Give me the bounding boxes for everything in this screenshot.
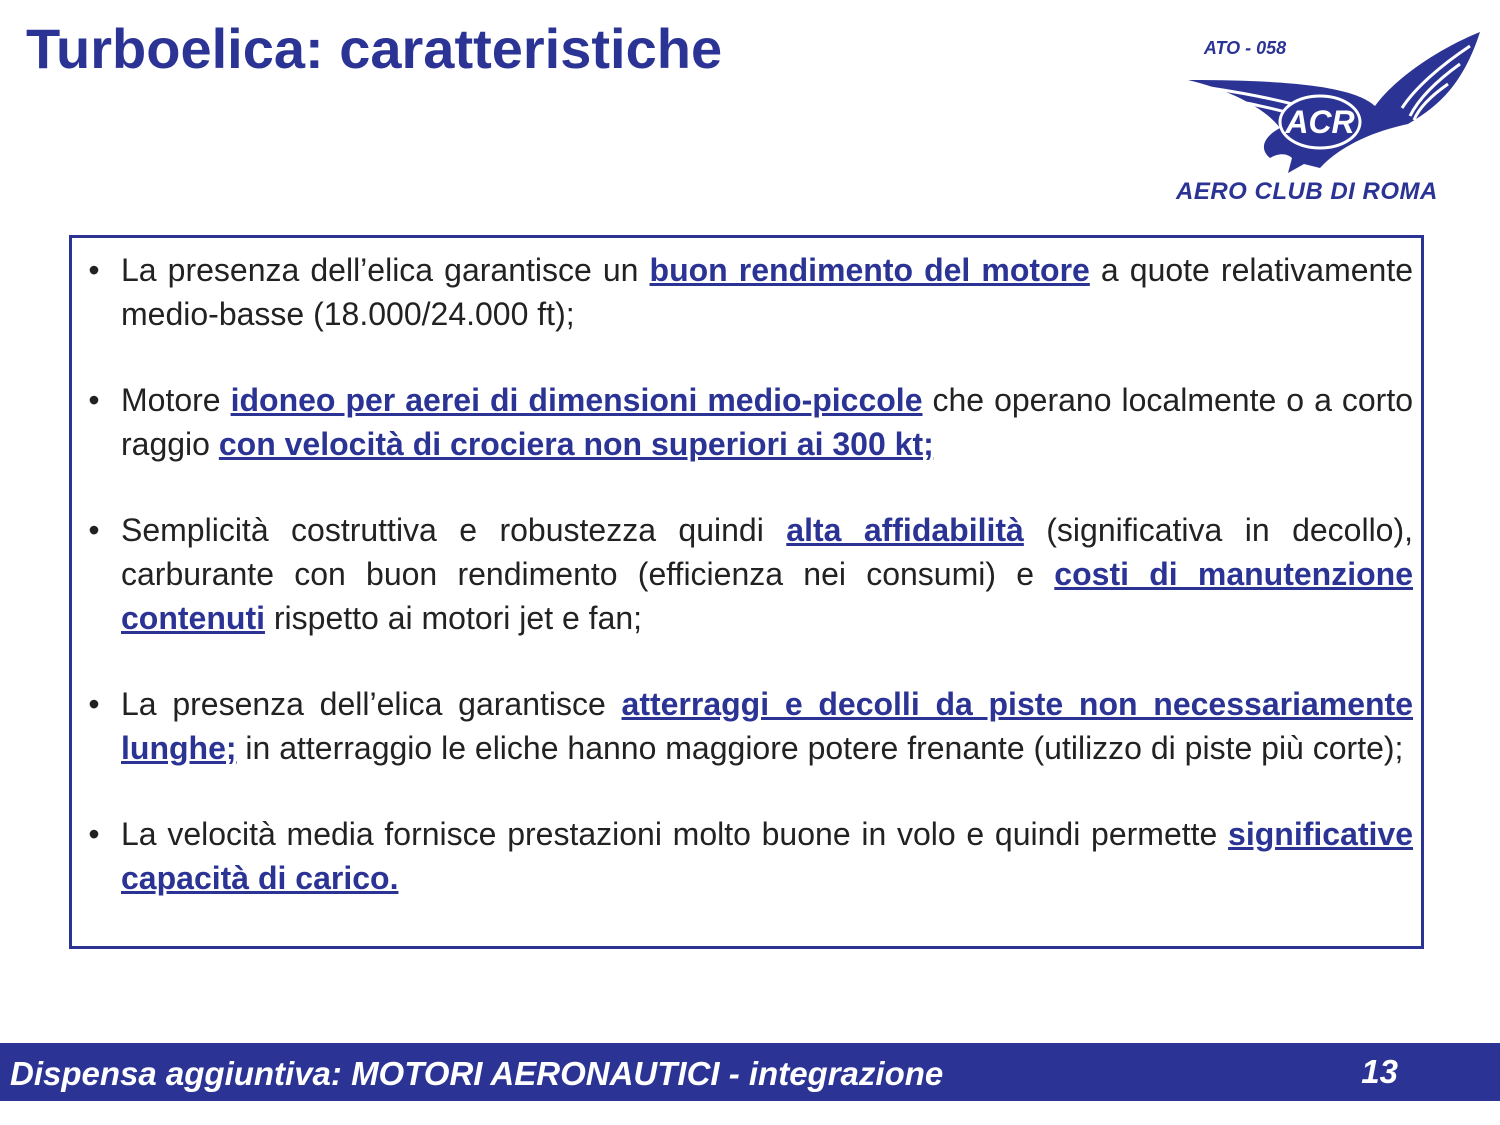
logo-ato-code: ATO - 058	[1203, 38, 1287, 58]
bullet-text: che operano localmente o a corto raggio	[121, 382, 1414, 462]
bullet-text: La presenza dell’elica garantisce	[121, 686, 622, 722]
bullet-text: (significativa in decollo), carburante con buon rendimento (efficienza nei consumi) e	[121, 512, 1414, 592]
bullet-text: in atterraggio le eliche hanno maggiore potere frenante (utilizzo di piste più corte);	[236, 730, 1404, 766]
emphasis-text: atterraggi e decolli da piste non necessariamente lunghe;	[121, 686, 1414, 766]
bullet-marker: •	[88, 686, 100, 722]
bullet-marker: •	[88, 816, 100, 852]
logo-club-name: AERO CLUB DI ROMA	[1176, 178, 1438, 205]
bullet-item	[80, 682, 1413, 770]
bullet-text: a quote relativamente medio-basse (18.000/24.000 ft);	[121, 252, 1414, 332]
bullet-text: La velocità media fornisce prestazioni molto buone in volo e quindi permette	[121, 816, 1229, 852]
emphasis-text: idoneo per aerei di dimensioni medio-piccole	[230, 382, 923, 418]
bullet-text: Motore	[121, 382, 231, 418]
bullet-item	[80, 248, 1413, 336]
bullet-text: La presenza dell’elica garantisce un	[121, 252, 650, 288]
emphasis-text: costi di manutenzione contenuti	[121, 556, 1414, 636]
bullet-marker: •	[88, 252, 100, 288]
bullet-item	[80, 812, 1413, 900]
emphasis-text: con velocità di crociera non superiori ai 300 kt;	[218, 426, 934, 462]
aero-club-logo	[1170, 28, 1485, 208]
page-number: 13	[1361, 1053, 1398, 1090]
emphasis-text: significative capacità di carico.	[121, 816, 1413, 896]
emphasis-text: buon rendimento del motore	[649, 252, 1090, 288]
bullet-item	[80, 508, 1413, 640]
bullet-marker: •	[88, 512, 100, 548]
slide-title: Turboelica: caratteristiche	[26, 17, 723, 80]
bullet-text: Semplicità costruttiva e robustezza quindi	[121, 512, 787, 548]
footer-bar	[0, 1043, 1500, 1101]
bullet-list	[80, 248, 1413, 900]
logo-monogram: ACR	[1285, 104, 1355, 140]
emphasis-text: alta affidabilità	[786, 512, 1024, 548]
content-box	[69, 235, 1424, 949]
bullet-item	[80, 378, 1413, 466]
bullet-text: rispetto ai motori jet e fan;	[264, 600, 643, 636]
bullet-marker: •	[88, 382, 100, 418]
footer-title: Dispensa aggiuntiva: MOTORI AERONAUTICI - integrazione	[10, 1055, 944, 1092]
